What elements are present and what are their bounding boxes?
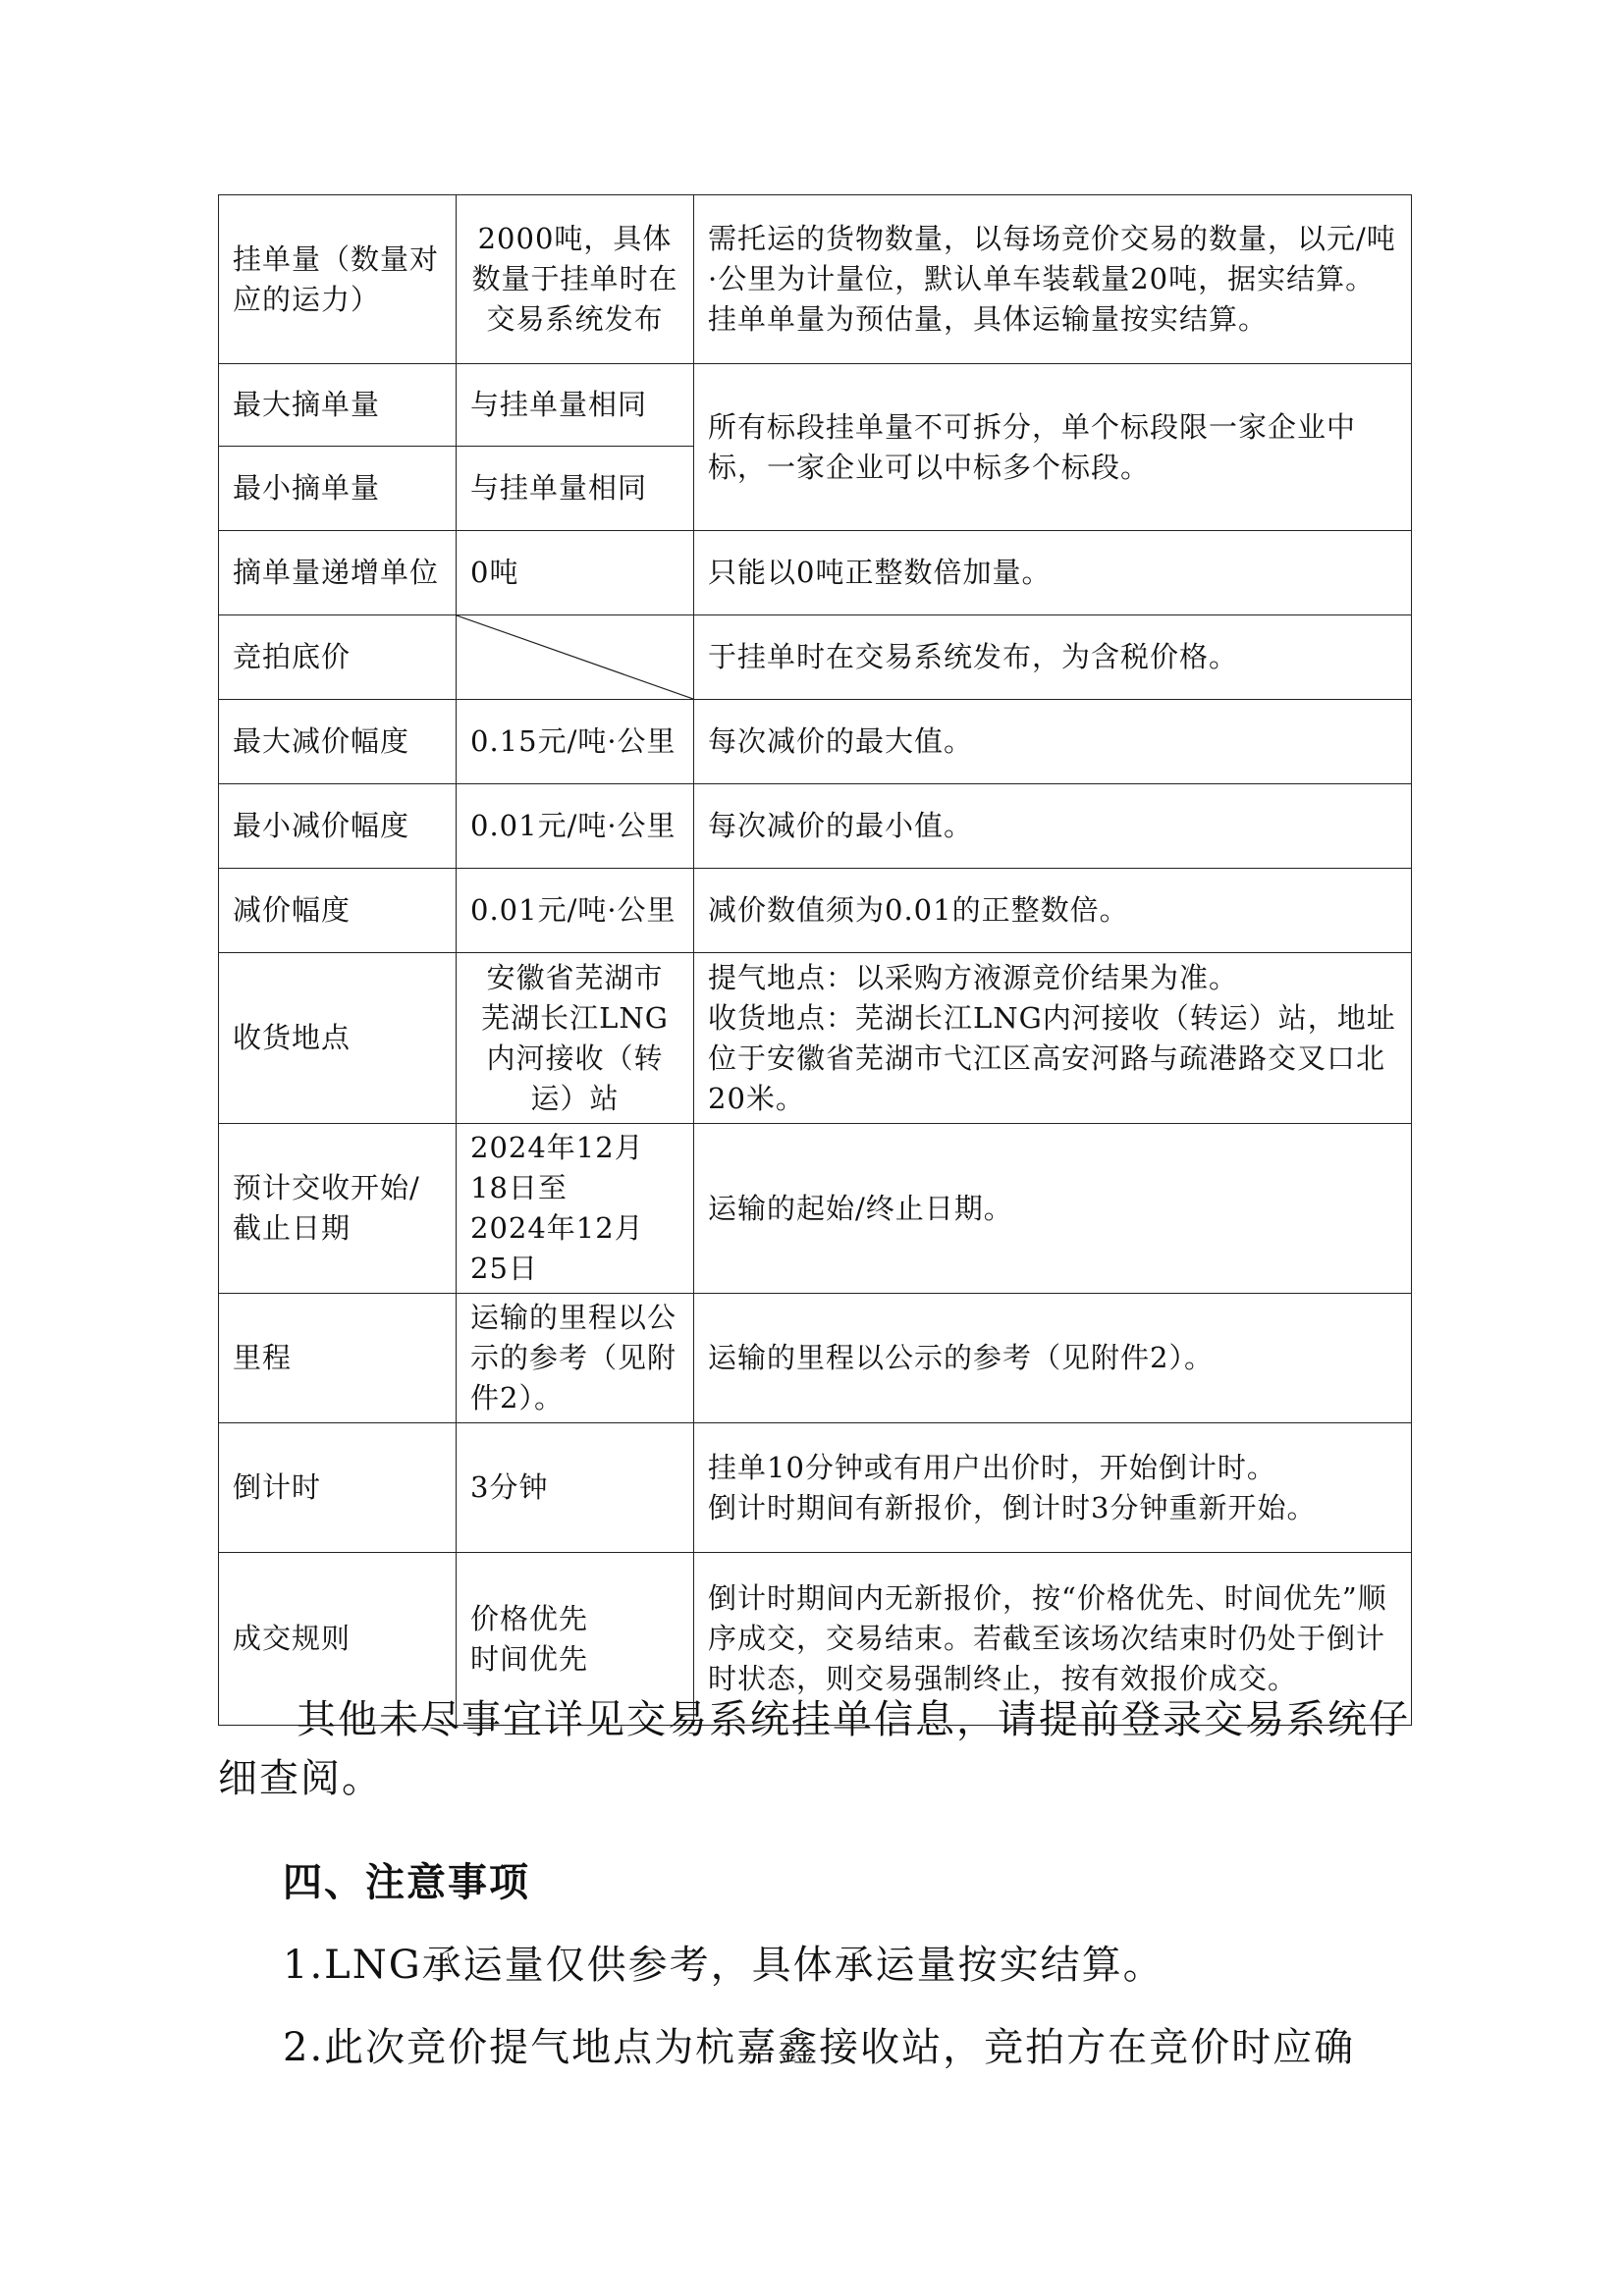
table-row xyxy=(219,1294,1412,1423)
row-value: 2024年12月18日至 2024年12月25日 xyxy=(457,1124,694,1294)
table-row xyxy=(219,615,1412,700)
row-value: 0吨 xyxy=(457,531,694,615)
table-row xyxy=(219,700,1412,784)
auction-rules-table xyxy=(218,194,1412,1726)
closing-paragraph: 其他未尽事宜详见交易系统挂单信息，请提前登录交易系统仔细查阅。 xyxy=(218,1697,1410,1801)
empty-diagonal-cell xyxy=(457,615,694,700)
row-value: 0.15元/吨·公里 xyxy=(457,700,694,784)
row-label: 预计交收开始/截止日期 xyxy=(219,1124,457,1294)
row-value: 与挂单量相同 xyxy=(457,447,694,531)
row-label: 最小减价幅度 xyxy=(219,784,457,869)
row-value: 运输的里程以公示的参考（见附件2）。 xyxy=(457,1294,694,1423)
row-note: 所有标段挂单量不可拆分，单个标段限一家企业中标，一家企业可以中标多个标段。 xyxy=(694,364,1412,531)
row-note: 每次减价的最大值。 xyxy=(694,700,1412,784)
row-label: 挂单量（数量对应的运力） xyxy=(219,195,457,364)
row-label: 倒计时 xyxy=(219,1423,457,1553)
row-note: 需托运的货物数量，以每场竞价交易的数量，以元/吨·公里为计量位，默认单车装载量20吨，据实结算。挂单单量为预估量，具体运输量按实结算。 xyxy=(694,195,1412,364)
row-label: 成交规则 xyxy=(219,1553,457,1726)
row-value: 与挂单量相同 xyxy=(457,364,694,447)
row-label: 减价幅度 xyxy=(219,869,457,953)
row-note: 提气地点：以采购方液源竞价结果为准。 收货地点：芜湖长江LNG内河接收（转运）站，地址位于安徽省芜湖市弋江区高安河路与疏港路交叉口北20米。 xyxy=(694,953,1412,1124)
row-note: 挂单10分钟或有用户出价时，开始倒计时。 倒计时期间有新报价，倒计时3分钟重新开始。 xyxy=(694,1423,1412,1553)
row-label: 最大摘单量 xyxy=(219,364,457,447)
notice-item: 2.此次竞价提气地点为杭嘉鑫接收站，竞拍方在竞价时应确 xyxy=(283,2025,1356,2070)
table-row xyxy=(219,784,1412,869)
row-label: 竞拍底价 xyxy=(219,615,457,700)
table-row xyxy=(219,953,1412,1124)
row-value: 安徽省芜湖市 芜湖长江LNG内河接收（转运）站 xyxy=(457,953,694,1124)
table-row xyxy=(219,364,1412,447)
row-value: 2000吨，具体数量于挂单时在交易系统发布 xyxy=(457,195,694,364)
table-row xyxy=(219,1423,1412,1553)
section-heading: 四、注意事项 xyxy=(283,1860,530,1905)
diagonal-line xyxy=(457,615,693,699)
table-row xyxy=(219,1124,1412,1294)
table-row xyxy=(219,869,1412,953)
row-value: 0.01元/吨·公里 xyxy=(457,869,694,953)
row-note: 每次减价的最小值。 xyxy=(694,784,1412,869)
row-note: 运输的起始/终止日期。 xyxy=(694,1124,1412,1294)
table-row xyxy=(219,195,1412,364)
row-note: 于挂单时在交易系统发布，为含税价格。 xyxy=(694,615,1412,700)
row-value: 3分钟 xyxy=(457,1423,694,1553)
row-label: 最大减价幅度 xyxy=(219,700,457,784)
table-row xyxy=(219,531,1412,615)
row-label: 摘单量递增单位 xyxy=(219,531,457,615)
row-value: 0.01元/吨·公里 xyxy=(457,784,694,869)
row-note: 只能以0吨正整数倍加量。 xyxy=(694,531,1412,615)
row-label: 最小摘单量 xyxy=(219,447,457,531)
row-note: 运输的里程以公示的参考（见附件2）。 xyxy=(694,1294,1412,1423)
row-label: 收货地点 xyxy=(219,953,457,1124)
notice-item: 1.LNG承运量仅供参考，具体承运量按实结算。 xyxy=(283,1943,1164,1988)
row-note: 减价数值须为0.01的正整数倍。 xyxy=(694,869,1412,953)
row-note: 倒计时期间内无新报价，按“价格优先、时间优先”顺序成交，交易结束。若截至该场次结束时仍处于倒计时状态，则交易强制终止，按有效报价成交。 xyxy=(694,1553,1412,1726)
row-value: 价格优先 时间优先 xyxy=(457,1553,694,1726)
row-label: 里程 xyxy=(219,1294,457,1423)
